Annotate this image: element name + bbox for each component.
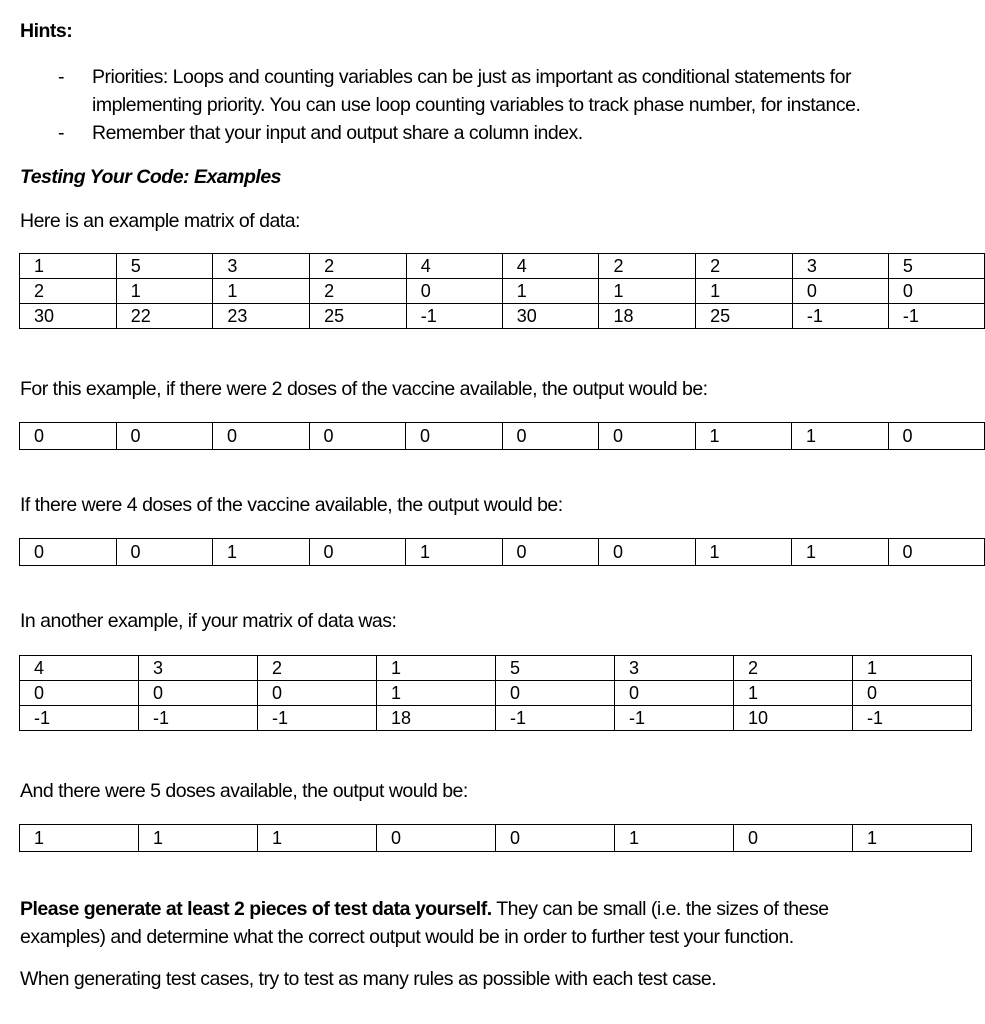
- output-row-4-doses: [19, 538, 985, 566]
- closing-emphasis: Please generate at least 2 pieces of test data yourself.: [20, 898, 492, 920]
- matrix-cell: -1: [792, 304, 888, 329]
- output-cell: 0: [888, 539, 985, 566]
- matrix-cell: -1: [139, 706, 258, 731]
- closing-line-3: When generating test cases, try to test as many rules as possible with each test case.: [20, 968, 717, 990]
- output-cell: 0: [309, 423, 406, 450]
- output-cell: 1: [695, 539, 792, 566]
- matrix-cell: 22: [116, 304, 213, 329]
- matrix-cell: -1: [615, 706, 734, 731]
- matrix-cell: 5: [888, 254, 984, 279]
- hints-heading: Hints:: [20, 20, 73, 42]
- output-cell: 0: [496, 825, 615, 852]
- output-cell: 0: [20, 423, 117, 450]
- output-cell: 1: [20, 825, 139, 852]
- output-cell: 0: [599, 539, 696, 566]
- matrix-cell: 0: [496, 681, 615, 706]
- matrix-cell: -1: [258, 706, 377, 731]
- matrix-cell: 0: [888, 279, 984, 304]
- matrix-cell: 0: [406, 279, 502, 304]
- example-intro: Here is an example matrix of data:: [20, 210, 300, 232]
- output-cell: 0: [502, 423, 599, 450]
- matrix-row: [20, 681, 972, 706]
- matrix-cell: 10: [734, 706, 853, 731]
- output-cell: 0: [502, 539, 599, 566]
- output-row-5-doses: [19, 824, 972, 852]
- matrix-cell: 5: [116, 254, 213, 279]
- matrix-cell: 2: [599, 254, 696, 279]
- hint-bullet: -: [58, 122, 64, 144]
- output-cell: 1: [792, 539, 889, 566]
- output-cell: 0: [116, 539, 213, 566]
- matrix-cell: 4: [20, 656, 139, 681]
- closing-line-1: [20, 898, 829, 921]
- matrix-cell: 25: [696, 304, 793, 329]
- section-heading: Testing Your Code: Examples: [20, 166, 282, 188]
- closing-line-2: examples) and determine what the correct output would be in order to further test your function.: [20, 926, 794, 948]
- matrix-cell: 3: [213, 254, 310, 279]
- matrix-cell: -1: [496, 706, 615, 731]
- output-cell: 0: [20, 539, 117, 566]
- example-matrix-1: [19, 253, 985, 329]
- hint-2-line-1: Remember that your input and output share a column index.: [92, 122, 583, 144]
- matrix-cell: -1: [406, 304, 502, 329]
- output-cell: 1: [406, 539, 503, 566]
- hint-1-line-1: Priorities: Loops and counting variables can be just as important as conditional statements for: [92, 66, 851, 88]
- matrix-cell: 5: [496, 656, 615, 681]
- matrix-cell: 1: [502, 279, 599, 304]
- output-cell: 1: [792, 423, 889, 450]
- hint-bullet: -: [58, 66, 64, 88]
- output-cell: 1: [695, 423, 792, 450]
- output-cell: 0: [406, 423, 503, 450]
- matrix-cell: 1: [213, 279, 310, 304]
- hint-1-line-2: implementing priority. You can use loop counting variables to track phase number, for instance.: [92, 94, 861, 116]
- matrix-cell: 30: [502, 304, 599, 329]
- matrix-row: [20, 304, 985, 329]
- output-cell: 0: [888, 423, 985, 450]
- output-cell: 1: [139, 825, 258, 852]
- matrix-cell: -1: [888, 304, 984, 329]
- output-row: [20, 423, 985, 450]
- matrix-cell: 0: [139, 681, 258, 706]
- matrix-cell: 1: [116, 279, 213, 304]
- matrix-cell: 18: [599, 304, 696, 329]
- example-1-text: For this example, if there were 2 doses of the vaccine available, the output would be:: [20, 378, 708, 400]
- output-row: [20, 825, 972, 852]
- matrix-cell: 4: [406, 254, 502, 279]
- matrix-cell: 1: [377, 656, 496, 681]
- matrix-cell: 3: [792, 254, 888, 279]
- output-cell: 0: [734, 825, 853, 852]
- matrix-cell: 2: [258, 656, 377, 681]
- example-2-text: If there were 4 doses of the vaccine available, the output would be:: [20, 494, 563, 516]
- output-cell: 0: [213, 423, 310, 450]
- matrix-cell: 3: [139, 656, 258, 681]
- matrix-cell: 2: [20, 279, 117, 304]
- output-row-2-doses: [19, 422, 985, 450]
- output-cell: 1: [213, 539, 310, 566]
- output-cell: 0: [377, 825, 496, 852]
- matrix-cell: 2: [696, 254, 793, 279]
- example-matrix-2: [19, 655, 972, 731]
- matrix-cell: 0: [258, 681, 377, 706]
- matrix-cell: 1: [853, 656, 972, 681]
- matrix-cell: 2: [310, 254, 407, 279]
- output-cell: 1: [258, 825, 377, 852]
- closing-rest: They can be small (i.e. the sizes of these: [491, 898, 829, 920]
- matrix-cell: 1: [734, 681, 853, 706]
- matrix-cell: -1: [20, 706, 139, 731]
- matrix-cell: 1: [599, 279, 696, 304]
- example-3-text: In another example, if your matrix of data was:: [20, 610, 397, 632]
- output-cell: 1: [615, 825, 734, 852]
- matrix-cell: 0: [20, 681, 139, 706]
- matrix-cell: 1: [377, 681, 496, 706]
- matrix-row: [20, 279, 985, 304]
- output-cell: 1: [853, 825, 972, 852]
- matrix-row: [20, 254, 985, 279]
- output-cell: 0: [309, 539, 406, 566]
- matrix-cell: -1: [853, 706, 972, 731]
- output-cell: 0: [116, 423, 213, 450]
- matrix-cell: 1: [696, 279, 793, 304]
- matrix-cell: 4: [502, 254, 599, 279]
- example-4-text: And there were 5 doses available, the output would be:: [20, 780, 468, 802]
- output-row: [20, 539, 985, 566]
- matrix-cell: 0: [615, 681, 734, 706]
- matrix-row: [20, 706, 972, 731]
- matrix-cell: 0: [853, 681, 972, 706]
- matrix-cell: 2: [734, 656, 853, 681]
- matrix-row: [20, 656, 972, 681]
- matrix-cell: 1: [20, 254, 117, 279]
- matrix-cell: 30: [20, 304, 117, 329]
- matrix-cell: 25: [310, 304, 407, 329]
- matrix-cell: 2: [310, 279, 407, 304]
- matrix-cell: 23: [213, 304, 310, 329]
- output-cell: 0: [599, 423, 696, 450]
- matrix-cell: 3: [615, 656, 734, 681]
- matrix-cell: 0: [792, 279, 888, 304]
- matrix-cell: 18: [377, 706, 496, 731]
